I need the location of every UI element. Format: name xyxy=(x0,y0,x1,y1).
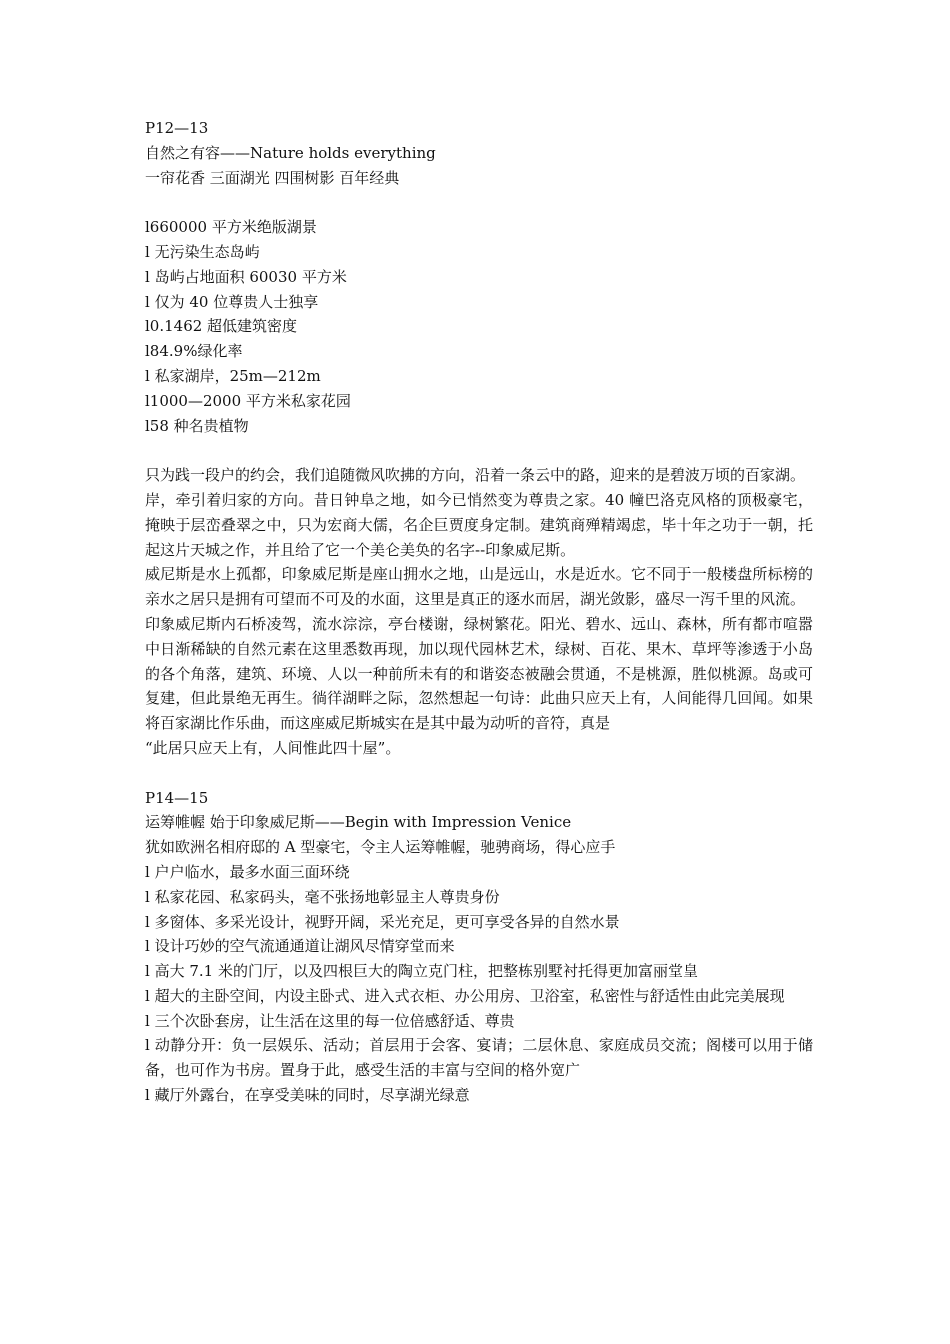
page-reference: P12—13 xyxy=(145,119,209,137)
feature-item: l 仅为 40 位尊贵人士独享 xyxy=(145,292,319,311)
feature-list xyxy=(145,860,813,1108)
feature-list xyxy=(145,215,813,438)
spacer xyxy=(145,190,813,215)
section-subtitle: 一帘花香 三面湖光 四围树影 百年经典 xyxy=(145,168,400,187)
feature-item: l 藏厅外露台，在享受美味的同时，尽享湖光绿意 xyxy=(145,1086,470,1105)
feature-item: l 动静分开：负一层娱乐、活动；首层用于会客、宴请；二层休息、家庭成员交流；阁楼可以用于储备，也可作为书房。置身于此，感受生活的丰富与空间的格外宽广 xyxy=(145,1036,813,1080)
feature-item: l660000 平方米绝版湖景 xyxy=(145,218,317,237)
feature-item: l84.9%绿化率 xyxy=(145,342,243,361)
paragraph: 只为践一段户的约会，我们追随微风吹拂的方向，沿着一条云中的路，迎来的是碧波万顷的百家湖。 xyxy=(145,466,806,485)
feature-item: l 无污染生态岛屿 xyxy=(145,242,260,261)
feature-item: l 私家湖岸，25m—212m xyxy=(145,366,321,385)
section-intro: 犹如欧洲名相府邸的 A 型豪宅，令主人运筹帷幄，驰骋商场，得心应手 xyxy=(145,838,616,857)
section-title: 自然之有容——Nature holds everything xyxy=(145,143,436,162)
feature-item: l0.1462 超低建筑密度 xyxy=(145,317,298,336)
spacer xyxy=(145,761,813,786)
paragraph: 威尼斯是水上孤都，印象威尼斯是座山拥水之地，山是远山，水是近水。它不同于一般楼盘所标榜的亲水之居只是拥有可望而不可及的水面，这里是真正的逐水而居，湖光敛影，盛尽一泻千里的风流。 xyxy=(145,565,813,609)
paragraph: 岸，牵引着归家的方向。昔日钟阜之地，如今已悄然变为尊贵之家。40 幢巴洛克风格的顶极豪宅，掩映于层峦叠翠之中，只为宏商大儒，名企巨贾度身定制。建筑商殚精竭虑，毕十年之功于一朝，托起这片天城之作，并且给了它一个美仑美奂的名字--印象威尼斯。 xyxy=(145,490,813,559)
feature-item: l 设计巧妙的空气流通通道让湖风尽情穿堂而来 xyxy=(145,937,455,956)
body-text xyxy=(145,463,813,761)
section-title: 运筹帷幄 始于印象威尼斯——Begin with Impression Venice xyxy=(145,813,572,832)
feature-item: l58 种名贵植物 xyxy=(145,416,249,435)
paragraph: 印象威尼斯内石桥凌驾，流水淙淙，亭台楼谢，绿树繁花。阳光、碧水、远山、森林，所有都市喧嚣中日渐稀缺的自然元素在这里悉数再现，加以现代园林艺术，绿树、百花、果木、草坪等渗透于小岛的各个角落，建筑、环境、人以一种前所未有的和谐姿态被融会贯通，不是桃源，胜似桃源。岛或可复建，但此景绝无再生。徜徉湖畔之际，忽然想起一句诗：此曲只应天上有，人间能得几回闻。如果将百家湖比作乐曲，而这座威尼斯城实在是其中最为动听的音符，真是 xyxy=(145,614,813,733)
feature-item: l 三个次卧套房，让生活在这里的每一位倍感舒适、尊贵 xyxy=(145,1011,515,1030)
feature-item: l 私家花园、私家码头，毫不张扬地彰显主人尊贵身份 xyxy=(145,887,500,906)
feature-item: l 超大的主卧空间，内设主卧式、进入式衣柜、办公用房、卫浴室，私密性与舒适性由此完美展现 xyxy=(145,986,785,1005)
feature-item: l 高大 7.1 米的门厅，以及四根巨大的陶立克门柱，把整栋别墅衬托得更加富丽堂皇 xyxy=(145,962,698,981)
feature-item: l1000—2000 平方米私家花园 xyxy=(145,391,351,410)
page-reference: P14—15 xyxy=(145,788,209,807)
feature-item: l 多窗体、多采光设计，视野开阔，采光充足，更可享受各异的自然水景 xyxy=(145,912,620,931)
feature-item: l 户户临水，最多水面三面环绕 xyxy=(145,862,350,881)
quote-line: “此居只应天上有，人间惟此四十屋”。 xyxy=(145,738,401,757)
feature-item: l 岛屿占地面积 60030 平方米 xyxy=(145,267,347,286)
document-content xyxy=(145,116,813,1108)
spacer xyxy=(145,438,813,463)
